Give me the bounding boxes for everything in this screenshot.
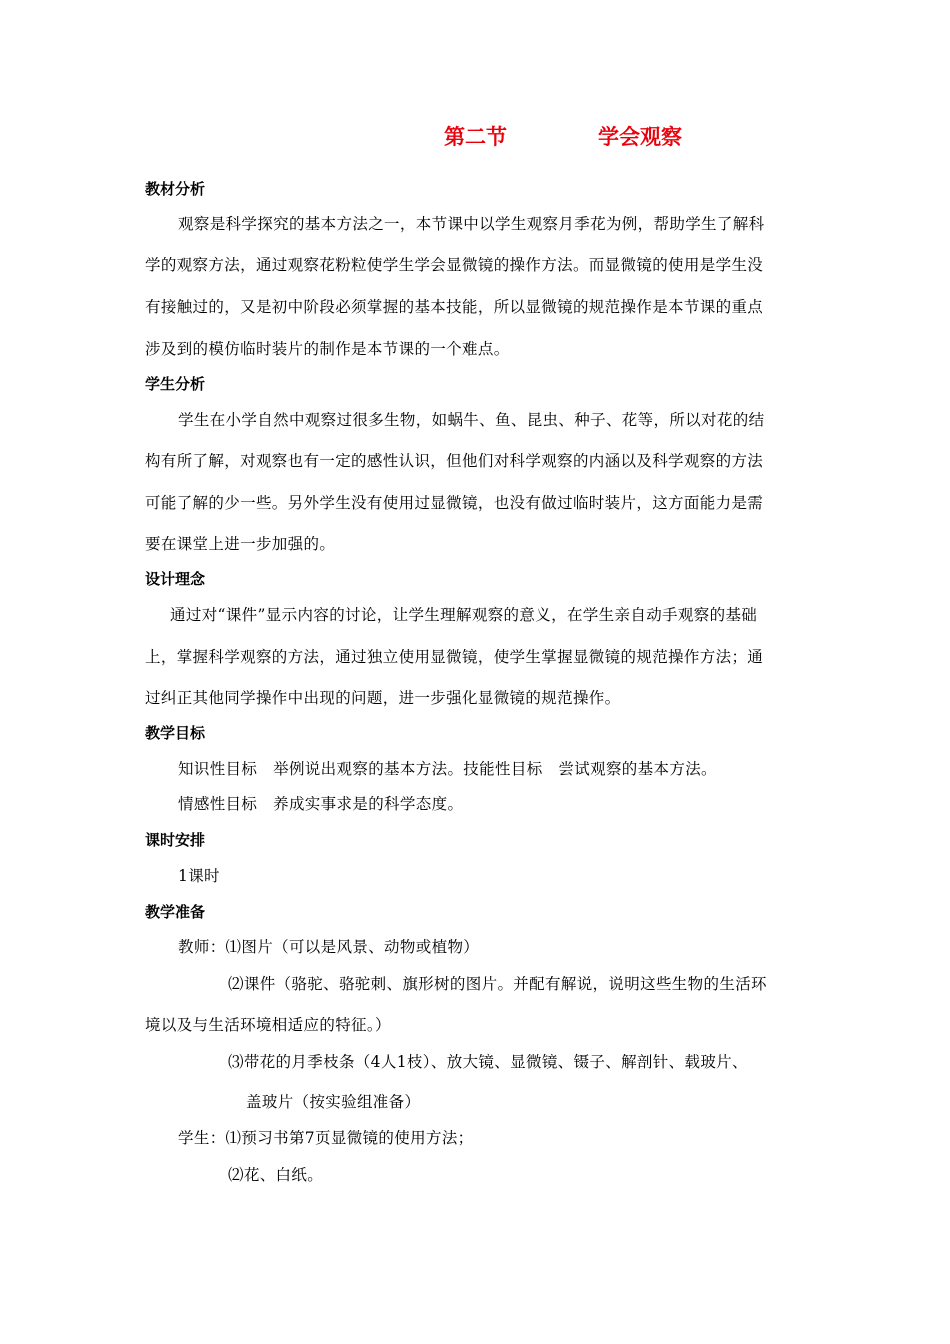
heading-student-analysis: 学生分析 bbox=[145, 375, 206, 393]
schedule-line: 1课时 bbox=[178, 867, 220, 885]
heading-design-concept: 设计理念 bbox=[145, 570, 206, 588]
paragraph-line: 有接触过的，又是初中阶段必须掌握的基本技能，所以显微镜的规范操作是本节课的重点 bbox=[145, 298, 764, 316]
prep-line: ⑵课件（骆驼、骆驼刺、旗形树的图片。并配有解说，说明这些生物的生活环 bbox=[228, 975, 767, 993]
goal-line: 知识性目标 举例说出观察的基本方法。技能性目标 尝试观察的基本方法。 bbox=[178, 760, 717, 778]
prep-line: 教师：⑴图片（可以是风景、动物或植物） bbox=[178, 938, 480, 956]
paragraph-line: 上，掌握科学观察的方法，通过独立使用显微镜，使学生掌握显微镜的规范操作方法；通 bbox=[145, 648, 764, 666]
prep-line: ⑶带花的月季枝条（4人1枝）、放大镜、显微镜、镊子、解剖针、载玻片、 bbox=[228, 1053, 748, 1071]
paragraph-line: 过纠正其他同学操作中出现的问题，进一步强化显微镜的规范操作。 bbox=[145, 689, 621, 707]
prep-line: ⑵花、白纸。 bbox=[228, 1166, 324, 1184]
heading-preparation: 教学准备 bbox=[145, 903, 206, 921]
heading-schedule: 课时安排 bbox=[145, 831, 206, 849]
prep-line: 学生：⑴预习书第7页显微镜的使用方法； bbox=[178, 1129, 474, 1147]
paragraph-line: 涉及到的模仿临时装片的制作是本节课的一个难点。 bbox=[145, 340, 510, 358]
paragraph-line: 构有所了解，对观察也有一定的感性认识，但他们对科学观察的内涵以及科学观察的方法 bbox=[145, 452, 764, 470]
paragraph-line: 学的观察方法，通过观察花粉粒使学生学会显微镜的操作方法。而显微镜的使用是学生没 bbox=[145, 256, 764, 274]
heading-textbook-analysis: 教材分析 bbox=[145, 180, 206, 198]
goal-line: 情感性目标 养成实事求是的科学态度。 bbox=[178, 795, 464, 813]
title-section-name: 学会观察 bbox=[598, 125, 682, 149]
prep-line: 境以及与生活环境相适应的特征。） bbox=[145, 1016, 391, 1034]
paragraph-line: 通过对“课件”显示内容的讨论，让学生理解观察的意义，在学生亲自动手观察的基础 bbox=[170, 606, 758, 624]
prep-line: 盖玻片（按实验组准备） bbox=[246, 1093, 421, 1111]
paragraph-line: 学生在小学自然中观察过很多生物，如蜗牛、鱼、昆虫、种子、花等，所以对花的结 bbox=[178, 411, 765, 429]
paragraph-line: 可能了解的少一些。另外学生没有使用过显微镜，也没有做过临时装片，这方面能力是需 bbox=[145, 494, 764, 512]
title-section-number: 第二节 bbox=[444, 125, 507, 149]
paragraph-line: 要在课堂上进一步加强的。 bbox=[145, 535, 336, 553]
heading-teaching-goals: 教学目标 bbox=[145, 724, 206, 742]
paragraph-line: 观察是科学探究的基本方法之一，本节课中以学生观察月季花为例，帮助学生了解科 bbox=[178, 215, 765, 233]
